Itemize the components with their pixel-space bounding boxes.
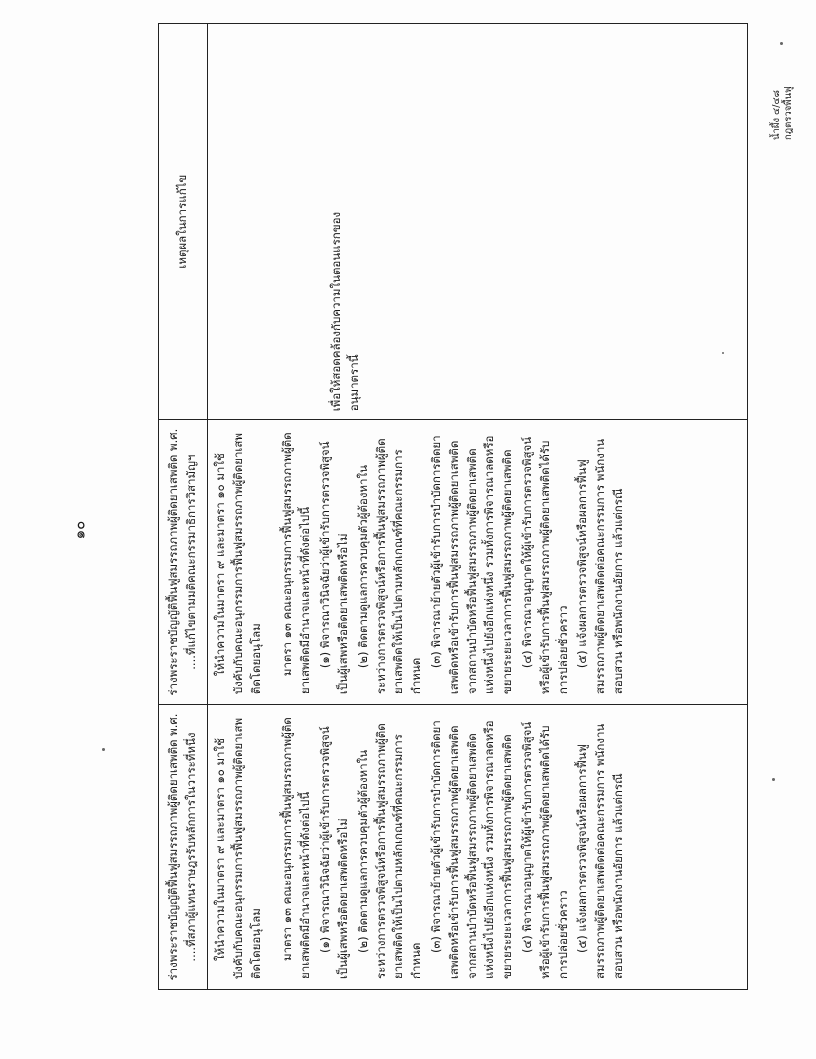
clause-1: (๑) พิจารณาวินิจฉัยว่าผู้เข้ารับการตรวจพิสูจน์เป็นผู้เสพหรือติดยาเสพติดหรือไม่: [318, 441, 350, 695]
rotated-comparison-table: [158, 23, 748, 990]
clause-2: (๒) ติดตามดูแลการควบคุมตัวผู้ต้องหาในระหว่างการตรวจพิสูจน์หรือการฟื้นฟูสมรรถภาพผู้ติดยาเสพติดให้เป็นไปตามหลักเกณฑ์ที่คณะกรรมการกำหนด: [355, 438, 424, 695]
scan-speck: [722, 352, 724, 354]
scan-speck: [780, 42, 783, 45]
corner-note-line-1: น้ำผึ้ง ๔/๔๘: [771, 90, 782, 140]
clause-3: (๓) พิจารณาย้ายตัวผู้เข้ารับการบำบัดการติดยาเสพติดหรือเข้ารับการฟื้นฟูสมรรถภาพผู้ติดยาเสพติดจากสถานบำบัดหรือฟื้นฟูสมรรถภาพผู้ติดยาเสพติดแห่งหนึ่งไปยังอีกแห่งหนึ่ง รวมทั้งการพิจารณาลดหรือขยายระยะเวลาการฟื้นฟูสมรรถภาพผู้ติดยาเสพติด: [428, 720, 515, 979]
section-paragraph: ให้นำความในมาตรา ๙ และมาตรา ๑๐ มาใช้บังคับกับคณะอนุกรรมการฟื้นฟูสมรรถภาพผู้ติดยาเสพติดโดยอนุโลม: [213, 433, 263, 695]
clause-5: (๕) แจ้งผลการตรวจพิสูจน์หรือผลการฟื้นฟูสมรรถภาพผู้ติดยาเสพติดต่อคณะกรรมการ พนักงานสอบสวน หรือพนักงานอัยการ แล้วแต่กรณี: [575, 438, 626, 695]
section-13-heading: มาตรา ๑๓ คณะอนุกรรมการฟื้นฟูสมรรถภาพผู้ติดยาเสพติดมีอำนาจและหน้าที่ดังต่อไปนี้: [280, 432, 313, 695]
header-reason: เหตุผลในการแก้ไข: [159, 24, 208, 420]
scan-speck: [772, 778, 775, 781]
clause-4: (๔) พิจารณาอนุญาตให้ผู้เข้ารับการตรวจพิสูจน์หรือผู้เข้ารับการฟื้นฟูสมรรถภาพผู้ติดยาเสพติดได้รับการปล่อยชั่วคราว: [520, 436, 570, 695]
original-draft-cell: [208, 705, 748, 990]
header-original-draft: ร่างพระราชบัญญัติฟื้นฟูสมรรถภาพผู้ติดยาเสพติด พ.ศ. ....ที่สภาผู้แทนราษฎรรับหลักการในวาระที่หนึ่ง: [159, 705, 208, 990]
reason-line-1: เพื่อให้สอดคล้องกับความในตอนแรกของ: [329, 211, 343, 412]
corner-note-line-2: กฎตรวจพื้นฟู: [783, 86, 794, 140]
corner-note: [771, 70, 794, 140]
amended-draft-cell: [208, 420, 748, 705]
clause-4: (๔) พิจารณาอนุญาตให้ผู้เข้ารับการตรวจพิสูจน์หรือผู้เข้ารับการฟื้นฟูสมรรถภาพผู้ติดยาเสพติดได้รับการปล่อยชั่วคราว: [520, 721, 570, 979]
page-number: ๑๐: [70, 520, 89, 540]
scan-speck: [102, 748, 105, 751]
table-body-row: [208, 24, 748, 990]
clause-5: (๕) แจ้งผลการตรวจพิสูจน์หรือผลการฟื้นฟูสมรรถภาพผู้ติดยาเสพติดต่อคณะกรรมการ พนักงานสอบสวน หรือพนักงานอัยการ แล้วแต่กรณี: [575, 723, 626, 979]
clause-2: (๒) ติดตามดูแลการควบคุมตัวผู้ต้องหาในระหว่างการตรวจพิสูจน์หรือการฟื้นฟูสมรรถภาพผู้ติดยาเสพติดให้เป็นไปตามหลักเกณฑ์ที่คณะกรรมการกำหนด: [355, 723, 424, 979]
table-header-row: [159, 24, 208, 990]
clause-3: (๓) พิจารณาย้ายตัวผู้เข้ารับการบำบัดการติดยาเสพติดหรือเข้ารับการฟื้นฟูสมรรถภาพผู้ติดยาเสพติดจากสถานบำบัดหรือฟื้นฟูสมรรถภาพผู้ติดยาเสพติดแห่งหนึ่งไปยังอีกแห่งหนึ่ง รวมทั้งการพิจารณาลดหรือขยายระยะเวลาการฟื้นฟูสมรรถภาพผู้ติดยาเสพติด: [428, 435, 515, 695]
reason-cell: [208, 24, 748, 420]
reason-line-2: อนุมาตรานี้: [346, 354, 361, 412]
section-13-heading: มาตรา ๑๓ คณะอนุกรรมการฟื้นฟูสมรรถภาพผู้ติดยาเสพติดมีอำนาจและหน้าที่ดังต่อไปนี้: [280, 717, 313, 979]
comparison-table: [158, 23, 748, 990]
clause-1: (๑) พิจารณาวินิจฉัยว่าผู้เข้ารับการตรวจพิสูจน์เป็นผู้เสพหรือติดยาเสพติดหรือไม่: [318, 726, 350, 979]
header-amended-draft: ร่างพระราชบัญญัติฟื้นฟูสมรรถภาพผู้ติดยาเสพติด พ.ศ. ....ที่แก้ไขตามมติคณะกรรมาธิการวิสามัญฯ: [159, 420, 208, 705]
section-paragraph: ให้นำความในมาตรา ๙ และมาตรา ๑๐ มาใช้บังคับกับคณะอนุกรรมการฟื้นฟูสมรรถภาพผู้ติดยาเสพติดโดยอนุโลม: [213, 717, 263, 979]
